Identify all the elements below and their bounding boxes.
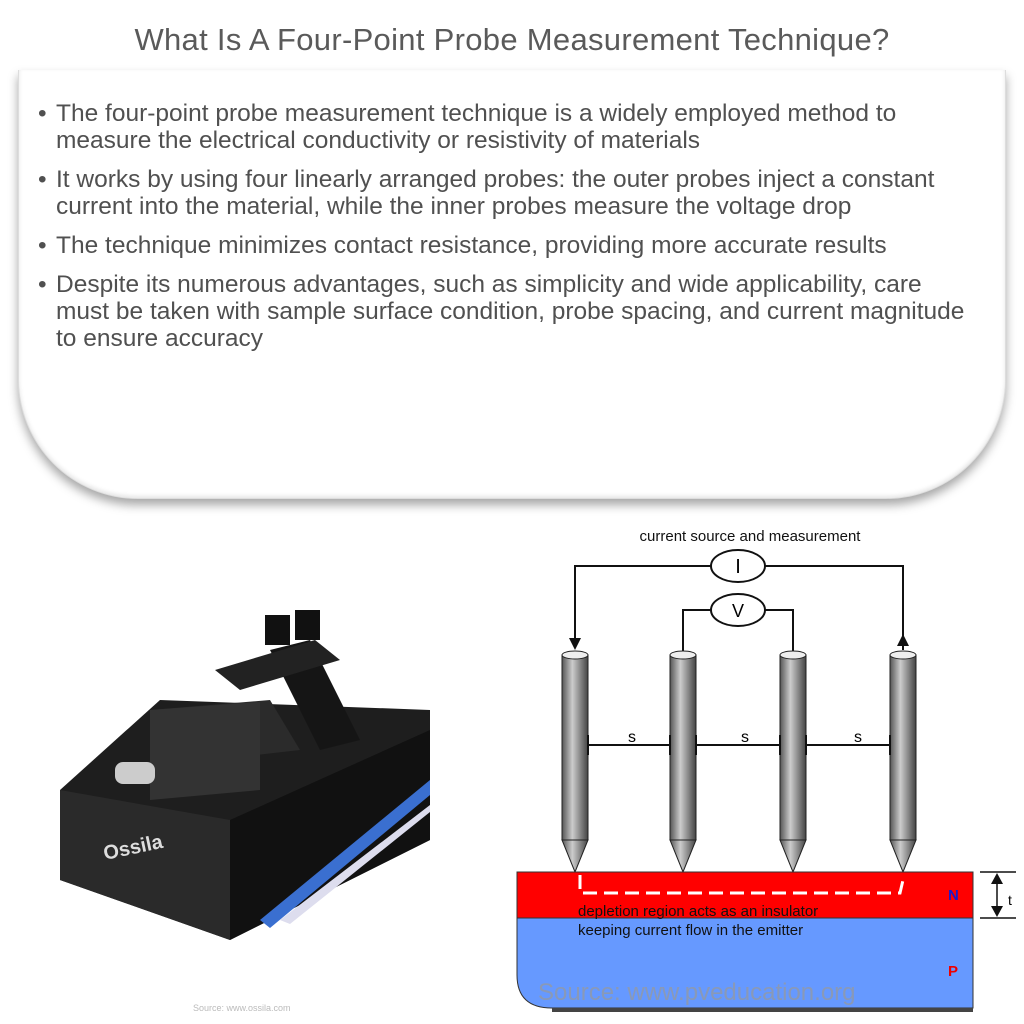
probe [670, 651, 696, 872]
emitter-text: keeping current flow in the emitter [578, 922, 804, 939]
thickness-label: t [1008, 892, 1012, 908]
n-label: N [948, 887, 959, 904]
probe [890, 651, 916, 872]
depletion-text: depletion region acts as an insulator [578, 903, 819, 920]
brand-logo: Ossila [101, 830, 165, 865]
page-title: What Is A Four-Point Probe Measurement Technique? [134, 22, 890, 57]
p-label: P [948, 963, 959, 980]
diagram-source: Source: www.pveducation.org [538, 979, 856, 1006]
bullet-item: • The technique minimizes contact resistance, providing more accurate results [38, 232, 887, 259]
diagram-header: current source and measurement [639, 528, 861, 545]
probe [562, 651, 588, 872]
bullet-item: • The four-point probe measurement technique is a widely employed method to measure the electrical conductivity or resistivity of materials [38, 100, 897, 154]
arrow-up-icon [897, 634, 909, 646]
svg-text:V: V [731, 601, 745, 621]
spacing-label: s [741, 729, 749, 746]
arrow-down-icon [569, 638, 581, 650]
bullet-item: • Despite its numerous advantages, such as simplicity and wide applicability, care must be taken with sample surface condition, probe spacing, and current magnitude to ensure accuracy [38, 271, 965, 352]
svg-text:I: I [735, 556, 741, 578]
spacing-label: s [628, 729, 636, 746]
spacing-label: s [854, 729, 862, 746]
probe [780, 651, 806, 872]
photo-source: Source: www.ossila.com [193, 1003, 291, 1013]
bullet-item: • It works by using four linearly arranged probes: the outer probes inject a constant current into the material, while the inner probes measure the voltage drop [38, 166, 935, 220]
